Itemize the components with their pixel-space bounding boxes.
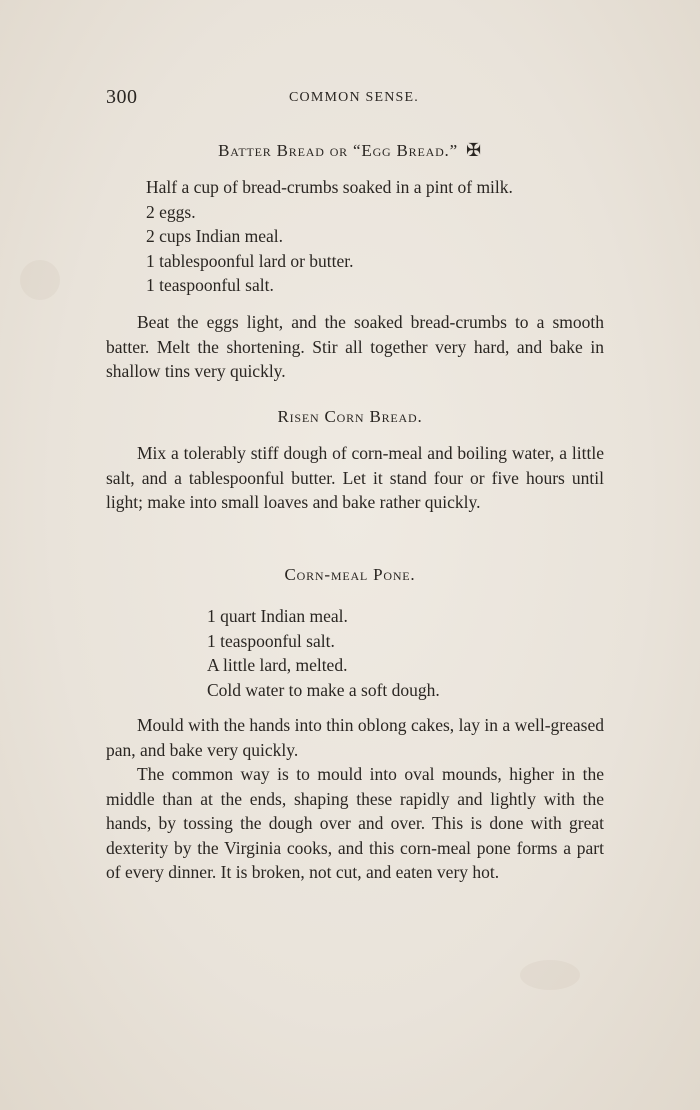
cross-mark-icon: ✠ [465, 140, 482, 160]
ingredient-item: Half a cup of bread-crumbs soaked in a pint of milk. [146, 177, 513, 197]
ingredient-item: 2 eggs. [146, 201, 196, 222]
ingredient-item: 1 teaspoonful salt. [207, 630, 335, 651]
recipe-title-text: Batter Bread or “Egg Bread.” [218, 141, 458, 160]
ingredient-item: 1 teaspoonful salt. [146, 275, 274, 295]
recipe-title-batter-bread [0, 140, 700, 161]
paper-stain [20, 260, 60, 300]
instructions-batter-bread: Beat the eggs light, and the soaked bread-crumbs to a smooth batter. Melt the shortening. Stir all together very hard, and bake in shallow tins very quickly. [106, 312, 604, 381]
note-corn-meal-pone: The common way is to mould into oval mounds, higher in the middle than at the ends, shaping these rapidly and lightly with the hands, by tossing the dough over and over. This is done with great dexterity by the Virginia cooks, and this corn-meal pone forms a part of every dinner. It is broken, not cut, and eaten very hot. [106, 764, 604, 882]
ingredient-item: 2 cups Indian meal. [146, 226, 284, 246]
ingredient-list-corn-meal-pone [207, 604, 440, 702]
recipe-title-risen-corn-bread: Risen Corn Bread. [277, 407, 423, 426]
running-head: COMMON SENSE. [289, 90, 419, 105]
ingredient-item: 1 quart Indian meal. [207, 606, 348, 626]
page-header [106, 86, 602, 112]
instructions-corn-meal-pone: Mould with the hands into thin oblong cakes, lay in a well-greased pan, and bake very quickly. [106, 715, 604, 760]
ingredient-item: 1 tablespoonful lard or butter. [146, 250, 354, 271]
recipe-title-corn-meal-pone: Corn-meal Pone. [284, 565, 416, 584]
page-number: 300 [106, 86, 138, 108]
instructions-risen-corn-bread: Mix a tolerably stiff dough of corn-meal and boiling water, a little salt, and a tablespoonful butter. Let it stand four or five hours until light; make into small loaves and bake rather quickly. [106, 443, 604, 512]
ingredient-item: Cold water to make a soft dough. [207, 679, 440, 700]
ingredient-item: A little lard, melted. [207, 655, 348, 675]
ingredient-list-batter-bread [146, 175, 513, 298]
paper-stain [520, 960, 580, 990]
